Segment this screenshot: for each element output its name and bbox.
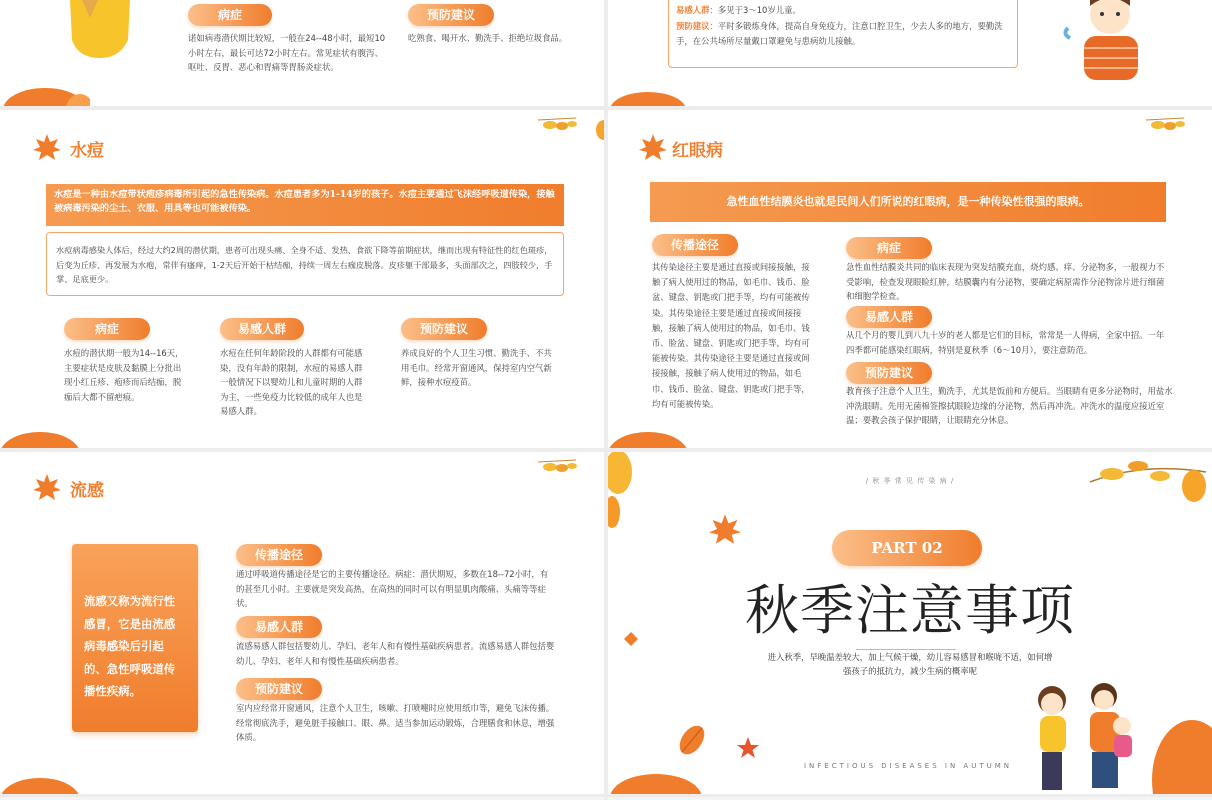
page-title: 红眼病 (672, 141, 723, 161)
transmission-pill: 传播途径 (236, 544, 322, 566)
maple-leaf-icon (32, 472, 62, 502)
symptoms-pill: 病症 (846, 237, 932, 259)
flu-side-text: 流感又称为流行性感冒，它是由流感病毒感染后引起的、急性呼吸道传播性疾病。 (84, 594, 176, 698)
susceptible-pill: 易感人群 (220, 318, 304, 340)
prevention-line (676, 19, 1006, 48)
slide-pinkeye (608, 110, 1212, 448)
slide-chickenpox (0, 110, 604, 448)
susceptible-text: 流感易感人群包括婴幼儿、孕妇、老年人和有慢性基础疾病患者。流感易感人群包括婴幼儿、孕妇、老年人和有慢性基础疾病患者。 (236, 641, 555, 666)
prevention-pill: 预防建议 (408, 4, 494, 26)
prevention-text: 室内应经常开窗通风，注意个人卫生，咳嗽、打喷嚏时应使用纸巾等，避免飞沫传播。经常彻底洗手，避免脏手接触口、眼、鼻。适当参加运动锻炼，合理膳食和休息，增强体质。 (236, 703, 555, 742)
prevention-text: 平时多锻炼身体，提高自身免疫力，注意口腔卫生，少去人多的地方，要勤洗手，在公共场所尽量戴口罩避免与患病幼儿接触。 (676, 21, 1003, 46)
transmission-text: 其传染途径主要是通过直接或间接接触，接触了病人使用过的物品，如毛巾、钱币、脸盆、键盘、钥匙或门把手等，均有可能被传染。其传染途径主要是通过直接或间接接触，接触了病人使用过的物品，如毛巾、钱币、脸盆、键盘、钥匙或门把手等，均有可能被传染。其传染途径主要是通过直接或间接接触，接触了病人使用过的物品，如毛巾、钱币、脸盆、键盘、钥匙或门把手等，均有可能被传染。 (652, 262, 810, 409)
prevention-text: 吃熟食、喝开水、勤洗手、拒绝垃圾食品。 (408, 33, 568, 43)
top-caption: / 秋 季 常 见 传 染 病 / (865, 477, 955, 485)
susceptible-line (676, 3, 1006, 18)
symptoms-pill: 病症 (188, 4, 272, 26)
maple-leaf-icon (638, 132, 668, 162)
autumn-branch-icon (536, 112, 578, 136)
page-title: 流感 (70, 481, 104, 501)
orange-blob-decoration (0, 770, 90, 794)
orange-blob-decoration (0, 426, 90, 448)
prevention-label: 预防建议： (676, 21, 718, 31)
slide-flu (0, 452, 604, 794)
prevention-pill: 预防建议 (846, 362, 932, 384)
susceptible-text: 水痘在任何年龄阶段的人群都有可能感染，没有年龄的限制，水痘的易感人群一般情况下以婴幼儿和儿童时期的人群为主，一些免疫力比较低的成年人也是易感人群。 (220, 348, 363, 416)
section-title: 秋季注意事项 (745, 579, 1075, 642)
slide-part2 (608, 452, 1212, 794)
autumn-branch-icon (1144, 112, 1186, 136)
prevention-pill: 预防建议 (401, 318, 487, 340)
slide-handfoot-partial (608, 0, 1212, 106)
pinkeye-banner: 急性血性结膜炎也就是民间人们所说的红眼病，是一种传染性很强的眼病。 (650, 182, 1166, 222)
symptoms-text: 水痘的潜伏期一般为14--16天，主要症状是皮肤及黏膜上分批出现小红丘疹、疱疹而后结痂，脱痂后大都不留疤痕。 (64, 348, 184, 402)
leaf-icon (592, 120, 604, 140)
prevention-text: 教育孩子注意个人卫生，勤洗手，尤其是饭前和方便后。当眼睛有更多分泌物时，用盐水冲洗眼睛。先用无菌棉签擦拭眼睑边缘的分泌物，然后再冲洗。冲洗水的温度应接近室温；要教会孩子保护眼睛，让眼睛充分休息。 (846, 386, 1173, 425)
susceptible-pill: 易感人群 (236, 616, 322, 638)
page-title: 水痘 (70, 141, 104, 161)
maple-leaf-icon (32, 132, 62, 162)
leaf-icon (674, 722, 710, 758)
section-desc-line2: 强孩子的抵抗力，减少生病的概率呢 (843, 666, 977, 676)
star-icon (736, 736, 760, 760)
susceptible-text: 多见于3～10岁儿童。 (717, 5, 801, 15)
susceptible-label: 易感人群： (676, 5, 718, 15)
chickenpox-desc: 水痘病毒感染人体后，经过大约2周的潜伏期，患者可出现头痛、全身不适、发热、食欲下降等前期症状，继而出现有特征性的红色斑疹，后变为丘疹、再发展为水疱，常伴有瘙痒，1-2天后开始干枯结痂，持续一周左右痂皮脱落。皮疹躯干部最多，头面部次之，四肢较少，手掌、足底更少。 (56, 245, 553, 284)
girl-illustration (60, 0, 140, 60)
symptoms-text: 急性血性结膜炎共同的临床表现为突发结膜充血，烧灼感、痒、分泌物多，一般视力不受影响，检查发现眼睑红肿，结膜囊内有分泌物，要确定病原需作分泌物涂片进行细菌和细胞学检查。 (846, 262, 1165, 301)
transmission-text: 通过呼吸道传播途径是它的主要传播途径。病症：潜伏期短，多数在18--72小时，有的甚至几小时。主要就是突发高热，在高热的同时可以有明显肌肉酸痛、头痛等等症状。 (236, 569, 549, 608)
orange-blob-decoration (608, 764, 704, 794)
sick-boy-illustration (1052, 0, 1162, 80)
maple-leaf-icon (708, 512, 742, 546)
susceptible-pill: 易感人群 (846, 306, 932, 328)
symptoms-pill: 病症 (64, 318, 150, 340)
slide-norovirus-partial (0, 0, 604, 106)
orange-blob-decoration (608, 426, 698, 448)
prevention-pill: 预防建议 (236, 678, 322, 700)
section-desc-line1: 进入秋季，早晚温差较大，加上气候干燥，幼儿容易感冒和喉咙不适，如何增 (767, 652, 1053, 662)
transmission-pill: 传播途径 (652, 234, 738, 256)
prevention-text: 养成良好的个人卫生习惯、勤洗手、不共用毛巾。经常开窗通风，保持室内空气新鲜，接种水痘疫苗。 (401, 348, 552, 387)
leaf-cluster-top-left (608, 452, 648, 532)
orange-blob-decoration (608, 86, 688, 106)
family-illustration (1012, 680, 1212, 794)
chickenpox-banner: 水痘是一种由水痘带状疱疹病毒所引起的急性传染病。水痘患者多为1-14岁的孩子。水痘主要通过飞沫经呼吸道传染，接触被病毒污染的尘土、衣服、用具等也可能被传染。 (46, 184, 564, 226)
susceptible-text: 从几个月的婴儿到八九十岁的老人都是它们的目标，常常是一人得病，全家中招。一年四季都可能感染红眼病，特别是夏秋季（6～10月），要注意防范。 (846, 330, 1165, 355)
part-label-pill: PART 02 (832, 530, 982, 566)
autumn-branch-icon (536, 454, 578, 478)
bottom-caption: INFECTIOUS DISEASES IN AUTUMN (803, 762, 1013, 770)
symptoms-text: 诺如病毒潜伏期比较短，一般在24--48小时，最短10小时左右，最长可达72小时左右。常见症状有腹泻、呕吐、反胃、恶心和胃痛等胃肠炎症状。 (188, 33, 386, 72)
orange-blob-decoration (0, 80, 90, 106)
